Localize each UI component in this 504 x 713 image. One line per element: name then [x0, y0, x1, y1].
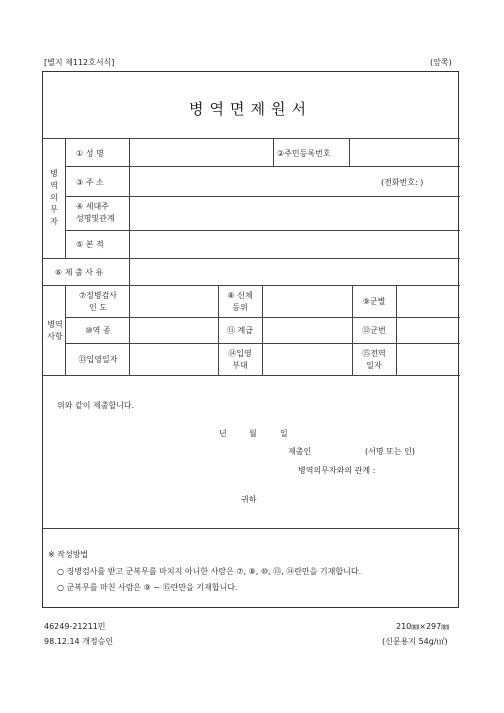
date-year: 년	[219, 429, 227, 438]
applicant-section-label	[48, 168, 60, 228]
discharge-date-label: ⑮전역	[362, 349, 386, 358]
divider	[396, 285, 397, 375]
physical-grade-label-2: 등위	[232, 303, 248, 312]
application-form	[42, 71, 459, 608]
paper-size: 210㎜×297㎜	[396, 622, 450, 631]
divider	[43, 285, 460, 286]
divider	[43, 375, 460, 376]
form-title: 병역면제원서	[189, 100, 312, 118]
branch-label: ⑨군별	[362, 297, 386, 306]
enlist-date-label: ⑬입영일자	[78, 355, 118, 364]
service-number-label: ⑫군번	[362, 326, 386, 335]
phone-label: (전화번호: )	[381, 178, 424, 187]
divider	[129, 138, 130, 258]
origin-label: ⑤ 본 적	[76, 240, 104, 249]
name-label: ① 성 명	[76, 149, 104, 158]
applicant-section-text: 병역의무자	[50, 169, 58, 226]
addressee: 귀하	[241, 495, 257, 504]
household-label: ④ 세대주	[76, 202, 109, 211]
form-code: 46249-21211민	[44, 622, 106, 631]
instructions-heading: ※ 작성방법	[48, 550, 89, 559]
form-number: [별지 제112호서식]	[44, 58, 115, 67]
enlist-unit-label: ⑭입영	[228, 349, 252, 358]
service-section-label: 병역	[47, 320, 63, 329]
divider	[129, 258, 130, 285]
page-side-label: (앞쪽)	[430, 58, 452, 67]
instruction-item: ○ 군복무를 마친 사람은 ⑨ ~ ⑮란만을 기재합니다.	[57, 583, 238, 592]
divider	[43, 528, 460, 529]
divider	[273, 138, 274, 166]
address-label: ③ 주 소	[76, 178, 104, 187]
divider	[65, 166, 460, 167]
paper-type: (신문용지 54g/㎡)	[382, 637, 448, 646]
date-day: 일	[280, 429, 288, 438]
signature-label: (서명 또는 인)	[365, 447, 415, 456]
submitter-label: 제출인	[288, 447, 312, 456]
divider	[262, 285, 263, 375]
category-label: ⑩역 종	[85, 326, 111, 335]
date-month: 월	[249, 429, 257, 438]
divider	[349, 138, 350, 166]
instruction-item: ○ 징병검사를 받고 군복무를 마치지 아니한 사람은 ⑦, ⑧, ⑩, ⑬, ⑭란만을 기재합니다.	[57, 567, 362, 576]
divider	[65, 138, 66, 258]
divider	[65, 285, 66, 375]
exam-label-2: 인 도	[89, 303, 107, 312]
divider	[129, 285, 130, 375]
service-section-label-2: 사항	[47, 332, 63, 341]
approval-note: 98.12.14 개정승인	[44, 637, 114, 646]
reason-label: ⑥ 제 출 사 유	[55, 268, 104, 277]
enlist-unit-label-2: 부대	[232, 361, 248, 370]
exam-label: ⑦징병검사	[78, 291, 118, 300]
divider	[65, 196, 460, 197]
household-relation-label: 성명및관계	[76, 214, 115, 223]
divider	[43, 138, 460, 139]
divider	[65, 230, 460, 231]
discharge-date-label-2: 일자	[366, 361, 382, 370]
rank-label: ⑪ 계급	[227, 326, 253, 335]
physical-grade-label: ⑧ 신체	[227, 291, 253, 300]
relation-label: 병역의무자와의 관계 :	[298, 466, 376, 475]
rrn-label: ②주민등록번호	[277, 149, 331, 158]
submission-statement: 위와 같이 제출합니다.	[57, 401, 135, 410]
divider	[43, 258, 460, 259]
